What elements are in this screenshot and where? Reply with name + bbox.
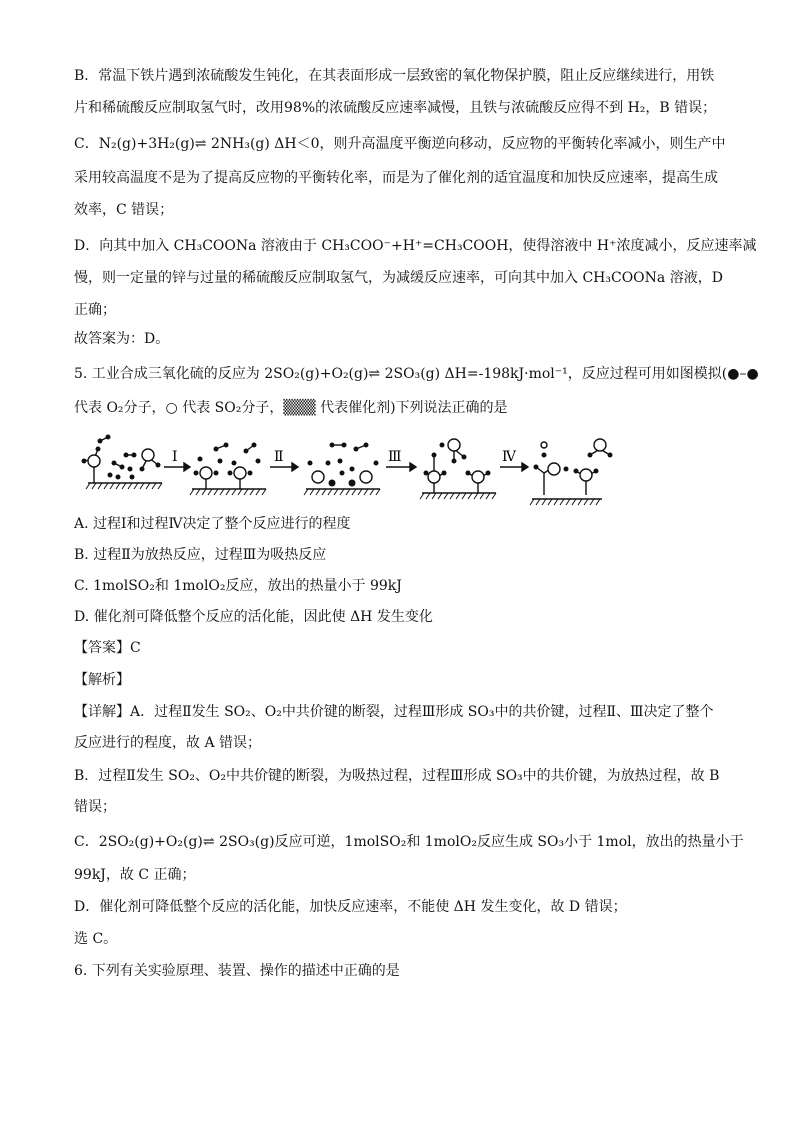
line-d2: 慢，则一定量的锌与过量的稀硫酸反应制取氢气，为减缓反应速率，可向其中加入 CH₃COONa 溶液，D <box>74 270 723 286</box>
line-answer-q4: 故答案为：D。 <box>74 331 170 347</box>
answer-label: 【答案】C <box>74 640 141 656</box>
step-label-2: Ⅱ <box>274 449 284 465</box>
reaction-process-diagram <box>70 433 630 513</box>
explanation-line-5: C．2SO₂(g)+O₂(g)⇌ 2SO₃(g)反应可逆，1molSO₂和 1molO₂反应生成 SO₃小于 1mol，放出的热量小于 <box>74 834 744 850</box>
stage-5-molecules <box>536 439 610 495</box>
line-d3: 正确； <box>74 302 116 318</box>
explanation-line-3: B．过程Ⅱ发生 SO₂、O₂中共价键的断裂，为吸热过程，过程Ⅲ形成 SO₃中的共价键，为放热过程，故 B <box>74 768 720 784</box>
analysis-label: 【解析】 <box>74 672 130 688</box>
line-b1: B．常温下铁片遇到浓硫酸发生钝化，在其表面形成一层致密的氧化物保护膜，阻止反应继续进行，用铁 <box>74 68 715 84</box>
explanation-line-1: 【详解】A．过程Ⅱ发生 SO₂、O₂中共价键的断裂，过程Ⅲ形成 SO₃中的共价键，过程Ⅱ、Ⅲ决定了整个 <box>74 704 714 720</box>
question-5-stem-1: 5. 工业合成三氧化硫的反应为 2SO₂(g)+O₂(g)⇌ 2SO₃(g) ΔH=-198kJ·mol⁻¹，反应过程可用如图模拟(●–● <box>74 366 759 382</box>
stage-5-atoms <box>534 453 613 474</box>
option-c: C. 1molSO₂和 1molO₂反应，放出的热量小于 99kJ <box>74 578 402 594</box>
explanation-line-7: D．催化剂可降低整个反应的活化能，加快反应速率，不能使 ΔH 发生变化，故 D 错误； <box>74 899 627 915</box>
step-label-4: Ⅳ <box>502 449 516 465</box>
stage-3-molecules <box>312 445 372 483</box>
option-b: B. 过程Ⅱ为放热反应，过程Ⅲ为吸热反应 <box>74 547 327 563</box>
explanation-line-6: 99kJ，故 C 正确； <box>74 867 196 883</box>
explanation-line-2: 反应进行的程度，故 A 错误； <box>74 735 262 751</box>
catalyst-hatching <box>86 483 600 505</box>
step-label-3: Ⅲ <box>388 449 402 465</box>
line-b2: 片和稀硫酸反应制取氢气时，改用98%的浓硫酸反应速率减慢，且铁与浓硫酸反应得不到 H₂，B 错误； <box>74 100 717 116</box>
line-c2: 采用较高温度不是为了提高反应物的平衡转化率，而是为了催化剂的适宜温度和加快反应速率，提高生成 <box>74 170 718 186</box>
step-label-1: Ⅰ <box>172 449 178 465</box>
explanation-line-4: 错误； <box>74 799 116 815</box>
explanation-line-8: 选 C。 <box>74 931 118 947</box>
option-d: D. 催化剂可降低整个反应的活化能，因此使 ΔH 发生变化 <box>74 609 433 625</box>
line-c1: C．N₂(g)+3H₂(g)⇌ 2NH₃(g) ΔH＜0，则升高温度平衡逆向移动，反应物的平衡转化率减小，则生产中 <box>74 136 726 152</box>
stage-4-molecules <box>426 439 488 493</box>
question-6-stem: 6. 下列有关实验原理、装置、操作的描述中正确的是 <box>74 963 400 979</box>
option-a: A. 过程Ⅰ和过程Ⅳ决定了整个反应进行的程度 <box>74 516 351 532</box>
stage-1-molecules <box>84 437 158 483</box>
line-d1: D．向其中加入 CH₃COONa 溶液由于 CH₃COO⁻+H⁺=CH₃COOH，使得溶液中 H⁺浓度减小，反应速率减 <box>74 238 757 254</box>
line-c3: 效率，C 错误； <box>74 202 174 218</box>
question-5-stem-2: 代表 O₂分子，○ 代表 SO₂分子，▒▒▒ 代表催化剂)下列说法正确的是 <box>74 400 508 416</box>
